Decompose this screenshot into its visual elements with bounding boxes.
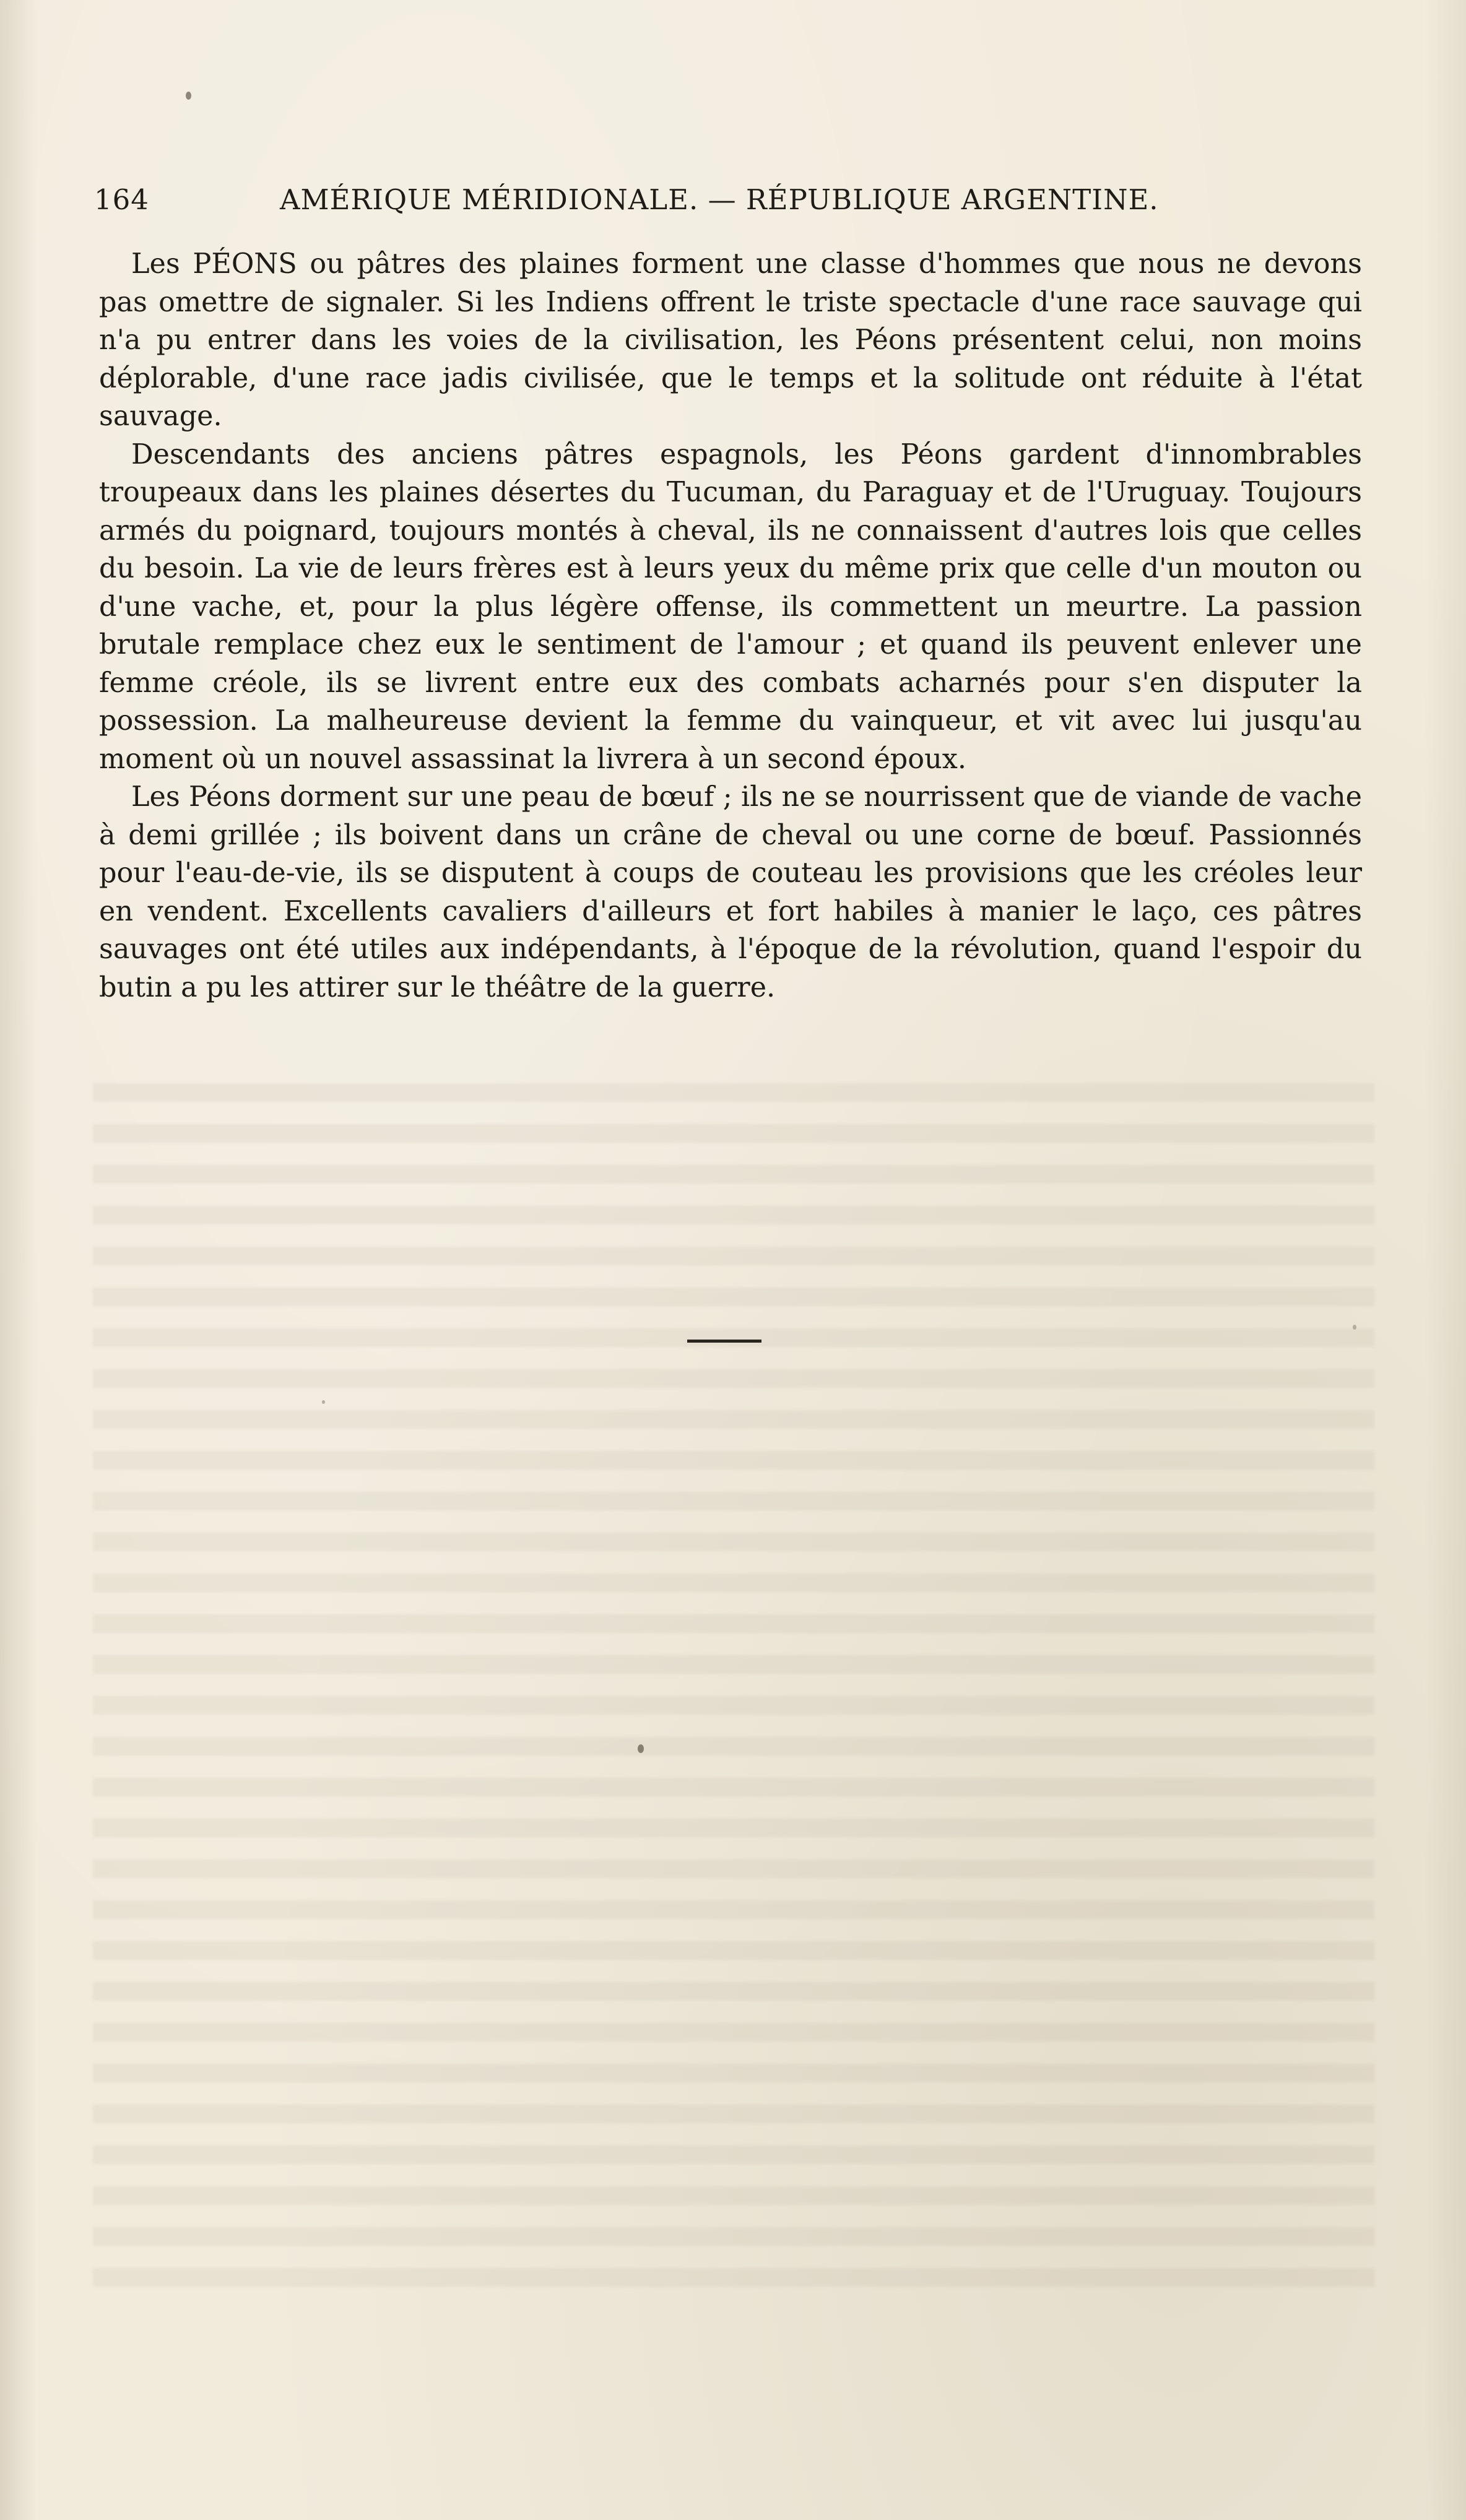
- show-through-from-reverse: [93, 1083, 1374, 2290]
- body-text: [99, 245, 1362, 1007]
- page-number: 164: [94, 183, 149, 216]
- paragraph: Les PÉONS ou pâtres des plaines forment une classe d'hommes que nous ne devons pas omettre de signaler. Si les Indiens offrent le triste spectacle d'une race sauvage qui n'a pu entrer dans les voies de la civilisation, les Péons présentent celui, non moins déplorable, d'une race jadis civilisée, que le temps et la solitude ont réduite à l'état sauvage.: [99, 248, 1362, 432]
- paper-speck: [322, 1400, 325, 1404]
- running-title: AMÉRIQUE MÉRIDIONALE. — RÉPUBLIQUE ARGENTINE.: [280, 183, 1159, 216]
- paper-speck: [186, 92, 191, 100]
- page-header: [94, 183, 1184, 220]
- paper-speck: [1353, 1325, 1356, 1330]
- paragraph: Descendants des anciens pâtres espagnols, les Péons gardent d'innombrables troupeaux dans les plaines désertes du Tucuman, du Paraguay et de l'Uruguay. Toujours armés du poignard, toujours montés à cheval, ils ne connaissent d'autres lois que celles du besoin. La vie de leurs frères est à leurs yeux du même prix que celle d'un mouton ou d'une vache, et, pour la plus légère offense, ils commettent un meurtre. La passion brutale remplace chez eux le sentiment de l'amour ; et quand ils peuvent enlever une femme créole, ils se livrent entre eux des combats acharnés pour s'en disputer la possession. La malheureuse devient la femme du vainqueur, et vit avec lui jusqu'au moment où un nouvel assassinat la livrera à un second époux.: [99, 438, 1362, 775]
- section-end-rule: [687, 1340, 761, 1343]
- paper-speck: [638, 1744, 644, 1753]
- paragraph: Les Péons dorment sur une peau de bœuf ; ils ne se nourrissent que de viande de vache à demi grillée ; ils boivent dans un crâne de cheval ou une corne de bœuf. Passionnés pour l'eau-de-vie, ils se disputent à coups de couteau les provisions que les créoles leur en vendent. Excellents cavaliers d'ailleurs et fort habiles à manier le laço, ces pâtres sauvages ont été utiles aux indépendants, à l'époque de la révolution, quand l'espoir du butin a pu les attirer sur le théâtre de la guerre.: [99, 781, 1362, 1003]
